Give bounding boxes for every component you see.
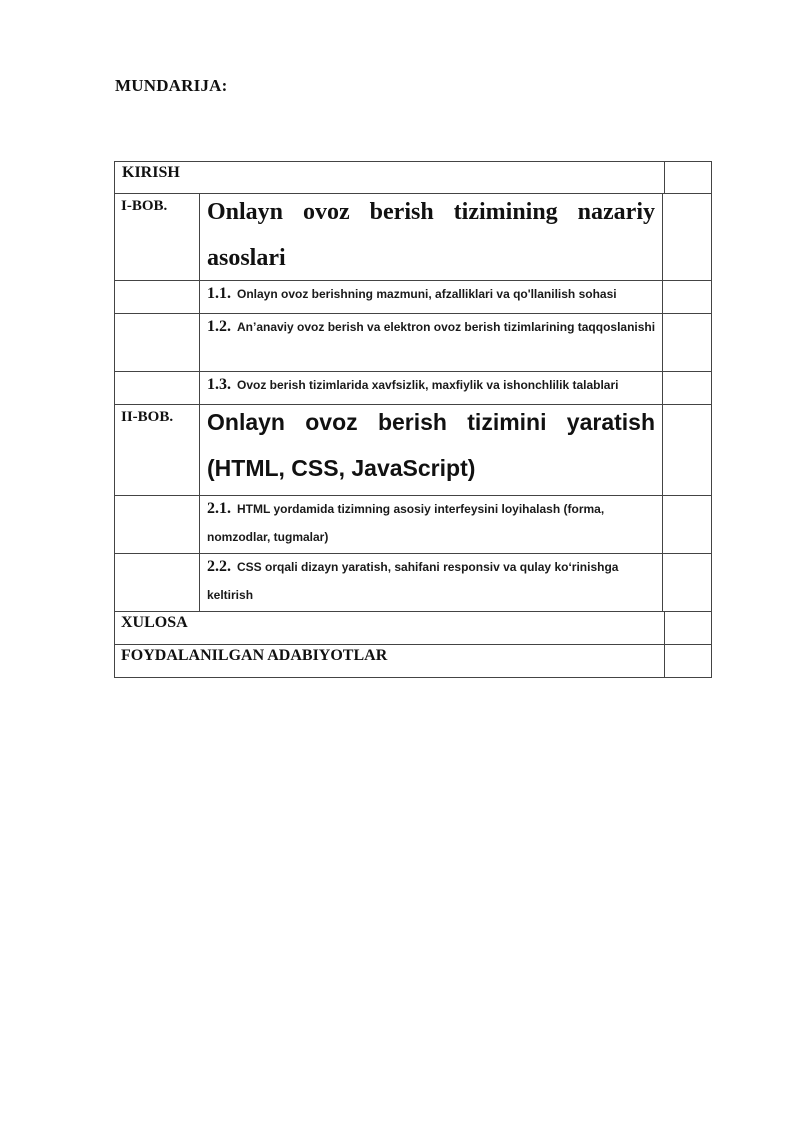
section-number: 1.1.	[207, 285, 231, 302]
toc-references: FOYDALANILGAN ADABIYOTLAR	[121, 647, 388, 664]
section-2-2	[207, 553, 659, 609]
table-border-right	[711, 161, 712, 678]
table-border-bottom	[114, 677, 712, 678]
section-number: 1.3.	[207, 376, 231, 393]
table-of-contents	[114, 161, 712, 678]
chapter-1-label: I-BOB.	[121, 198, 168, 214]
table-border-top	[114, 161, 712, 162]
page-column-divider	[664, 161, 665, 193]
toc-intro: KIRISH	[122, 164, 180, 181]
section-number: 2.1.	[207, 500, 231, 517]
row-divider	[114, 611, 712, 612]
section-2-1	[207, 495, 659, 551]
page-column-divider	[664, 611, 665, 678]
page-title: MUNDARIJA:	[115, 76, 228, 95]
label-column-divider	[199, 193, 200, 611]
chapter-2-title: Onlayn ovoz berish tizimini yaratish (HTML, CSS, JavaScript)	[207, 409, 655, 481]
section-title: An’anaviy ovoz berish va elektron ovoz berish tizimlarining taqqoslanishi	[237, 320, 656, 334]
section-1-2	[207, 313, 659, 341]
section-title: HTML yordamida tizimning asosiy interfeysini loyihalash (forma, nomzodlar, tugmalar)	[207, 502, 605, 544]
section-title: CSS orqali dizayn yaratish, sahifani responsiv va qulay ko‘rinishga keltirish	[207, 560, 619, 602]
section-1-3	[207, 371, 659, 399]
section-title: Onlayn ovoz berishning mazmuni, afzalliklari va qo'llanilish sohasi	[237, 287, 617, 301]
toc-conclusion: XULOSA	[121, 614, 188, 631]
chapter-1-title: Onlayn ovoz berish tizimining nazariy asoslari	[207, 199, 655, 271]
table-border-left	[114, 161, 115, 678]
section-number: 2.2.	[207, 558, 231, 575]
section-title: Ovoz berish tizimlarida xavfsizlik, maxfiylik va ishonchlilik talablari	[237, 378, 619, 392]
section-number: 1.2.	[207, 318, 231, 335]
row-divider	[114, 644, 712, 645]
section-1-1	[207, 280, 659, 308]
page-column-divider	[662, 193, 663, 611]
chapter-2-label: II-BOB.	[121, 409, 174, 425]
